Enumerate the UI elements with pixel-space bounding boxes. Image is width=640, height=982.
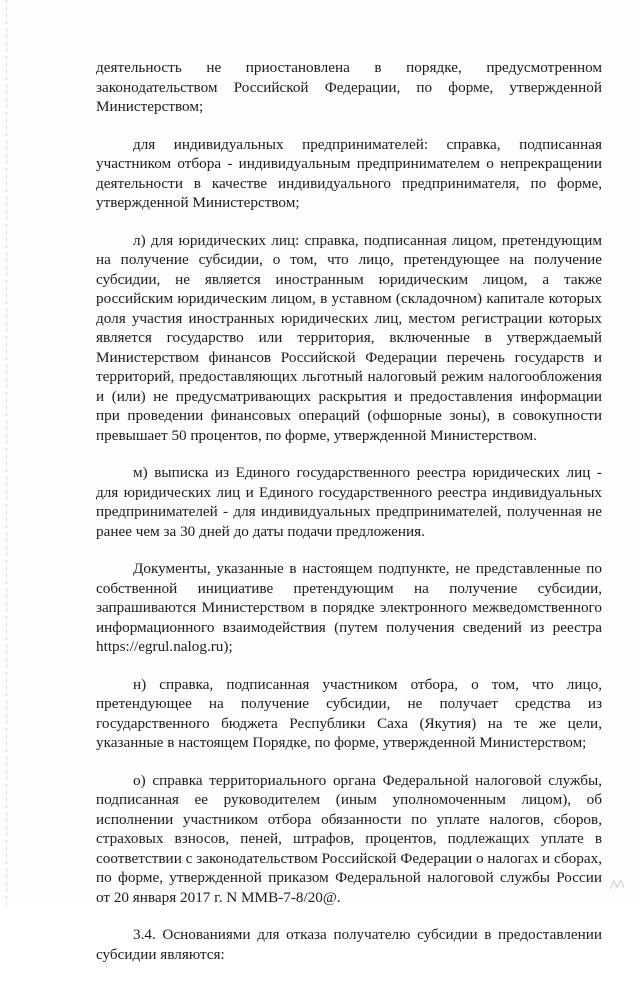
paragraph-item-m: м) выписка из Единого государственного реестра юридических лиц - для юридических лиц и Единого государственного реестра индивидуальных предпринимателей - для индивидуальных предпринимателей, полученная не ранее чем за 30 дней до даты подачи предложения. (96, 464, 602, 540)
paragraph-item-n: н) справка, подписанная участником отбора, о том, что лицо, претендующее на получение субсидии, не получает средства из государственного бюджета Республики Саха (Якутия) на те же цели, указанные в настоящем Порядке, по форме, утвержденной Министерством; (96, 675, 602, 751)
document-body (96, 58, 602, 982)
scan-artifact-mark (608, 877, 626, 893)
paragraph-documents-request: Документы, указанные в настоящем подпункте, не представленные по собственной инициативе претендующим на получение субсидии, запрашиваются Министерством в порядке электронного межведомственного информационного взаимодействия (путем получения сведений из реестра https://egrul.nalog.ru); (96, 560, 602, 655)
scan-edge-line (6, 0, 7, 905)
paragraph-item-l: л) для юридических лиц: справка, подписанная лицом, претендующим на получение субсидии, о том, что лицо, претендующее на получение субсидии, не является иностранным юридическим лицом, а также российским юридическим лицом, в уставном (складочном) капитале которых доля участия иностранных юридических лиц, местом регистрации которых является государство или территория, включенные в утверждаемый Министерством финансов Российской Федерации перечень государств и территорий, предоставляющих льготный налоговый режим налогообложения и (или) не предусматривающих раскрытия и предоставления информации при проведении финансовых операций (офшорные зоны), в совокупности превышает 50 процентов, по форме, утвержденной Министерством. (96, 231, 602, 444)
paragraph-individual-entrepreneurs: для индивидуальных предпринимателей: справка, подписанная участником отбора - индивидуальным предпринимателем о непрекращении деятельности в качестве индивидуального предпринимателя, по форме, утвержденной Министерством; (96, 135, 602, 211)
paragraph-section-3-4: 3.4. Основаниями для отказа получателю субсидии в предоставлении субсидии являются: (96, 926, 602, 963)
paragraph-item-o: о) справка территориального органа Федеральной налоговой службы, подписанная ее руководителем (иным уполномоченным лицом), об исполнении участником отбора обязанности по уплате налогов, сборов, страховых взносов, пеней, штрафов, процентов, подлежащих уплате в соответствии с законодательством Российской Федерации о налогах и сборах, по форме, утвержденной приказом Федеральной налоговой службы России от 20 января 2017 г. N ММВ-7-8/20@. (96, 771, 602, 906)
paragraph-continuation: деятельность не приостановлена в порядке, предусмотренном законодательством Российской Федерации, по форме, утвержденной Министерством; (96, 59, 602, 115)
